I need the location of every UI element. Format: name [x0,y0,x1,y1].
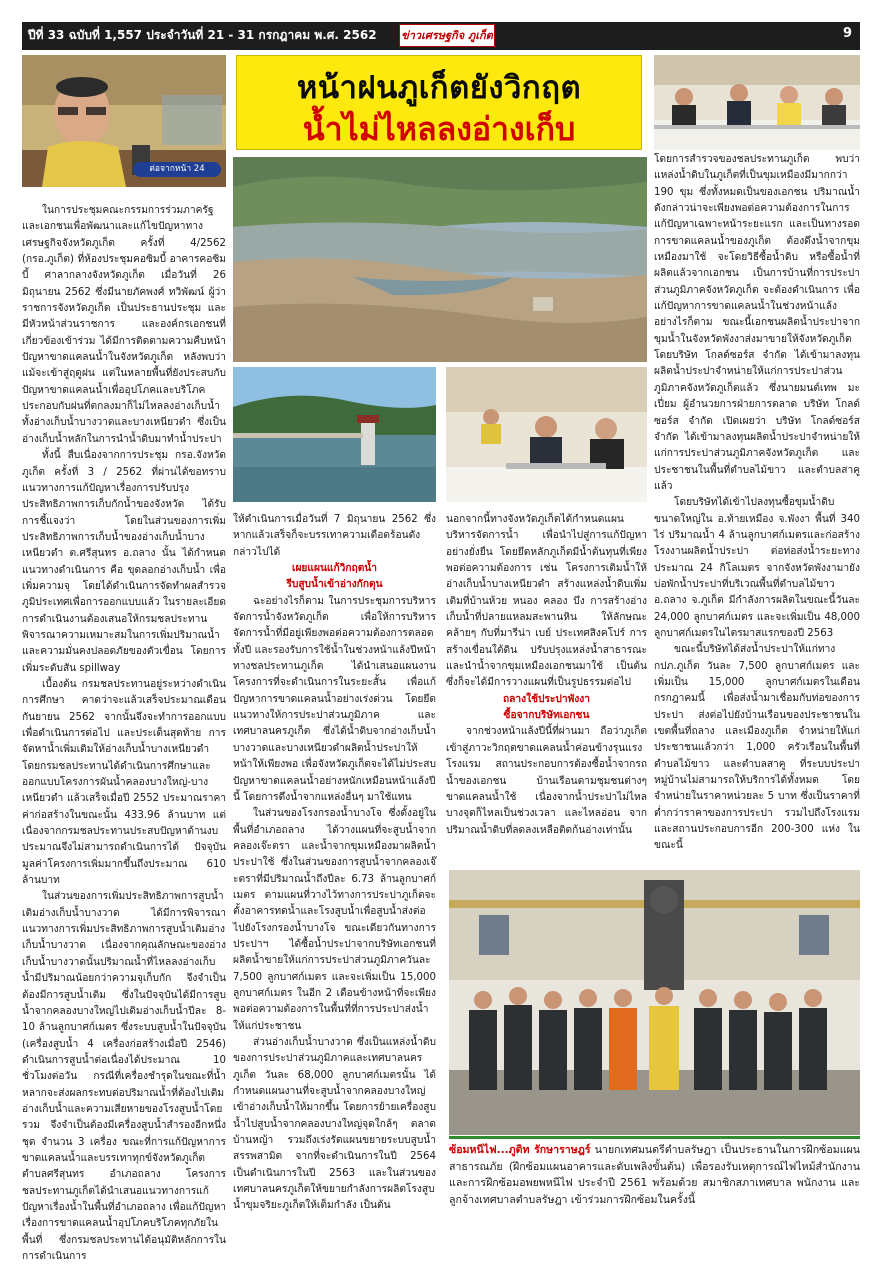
caption-body: นายกเทศมนตรีตำบลรัษฎา เป็นประธานในการฝึกซ้อมแผนสาธารณภัย (ฝึกซ้อมแผนอาคารและดับเพลิงขั้นต้น) เพื่อรองรับเหตุการณ์ไฟไหม้สำนักงานและการฝึกซ้อมอพยพหนีไฟ ประจำปี 2561 พร้อมด้วย สมาชิกสภาเทศบาล พนักงาน และลูกจ้างเทศบาลตำบลรัษฎา เข้าร่วมการฝึกซ้อมในครั้งนี้ [449,1144,860,1206]
article-paragraph: ในส่วนของโรงกรองน้ำบางโจ ซึ่งตั้งอยู่ในพื้นที่อำเภอถลาง ได้วางแผนที่จะสูบน้ำจากคลองเจ๊ะตรา และน้ำจากขุมเหมืองมาผลิตน้ำประปาใช้ ซึ่งในส่วนของการสูบน้ำจากคลองเจ๊ะตราที่มีปริมาณน้ำถึงปีละ 6.73 ล้านลูกบาศก์เมตร ตามแผนที่วางไว้ทางการประปาภูเก็ตจะตั้งอาคารทดน้ำและโรงสูบน้ำเพื่อสูบน้ำส่งต่อไปยังโรงกรองน้ำบางโจ ขณะเดียวกันทางการประปาฯ ได้ซื้อน้ำประปาจากบริษัทเอกชนที่ผลิตน้ำขายให้แก่การประปาส่วนภูมิภาควันละ 7,500 ลูกบาศก์เมตร และจะเพิ่มเป็น 15,000 ลูกบาศก์เมตร ในอีก 2 เดือนข้างหน้าที่จะเพียงพอต่อความต้องการในพื้นที่ที่การประปาส่งน้ำให้แก่ประชาชน [233,808,436,1032]
meeting-officials-photo [446,367,647,502]
newspaper-logo: ข่าวเศรษฐกิจ ภูเก็ต [399,24,495,47]
article-paragraph: เบื้องต้น กรมชลประทานอยู่ระหว่างดำเนินการศึกษา คาดว่าจะแล้วเสร็จประมาณเดือนกันยายน 2562 จากนั้นจึงจะทำการออกแบบเพื่อดำเนินการต่อไป และประเด็นสุดท้าย การจัดหาน้ำเพิ่มเติมให้อ่างเก็บน้ำบางเหนียวดำ โดยกรมชลประทานได้ดำเนินการศึกษาและออกแบบโครงการผันน้ำคลองบางใหญ่-บางเหนียวดำ แล้วเสร็จเมื่อปี 2552 ประมาณราคาค่าก่อสร้างในขณะนั้น 433.96 ล้านบาท แต่เนื่องจากกรมชลประทานประสบปัญหาด้านงบประมาณจึงไม่สามารถดำเนินการได้ ปัจจุบันมูลค่าโครงการเพิ่มมากขึ้นถึงประมาณ 610 ล้านบาท [22,678,226,887]
headline-box [236,55,642,150]
article-column-3 [446,512,647,862]
article-column-4 [654,152,860,864]
headline-line-2: น้ำไม่ไหลลงอ่างเก็บ [302,110,576,148]
reservoir-intake-tower-photo [233,367,436,502]
issue-header-bar [22,22,860,50]
article-paragraph: นอกจากนี้ทางจังหวัดภูเก็ตได้กำหนดแผนบริหารจัดการน้ำ เพื่อนำไปสู่การแก้ปัญหาอย่างยั่งยืน โดยยึดหลักภูเก็ตมีน้ำต้นทุนที่เพียงพอต่อความต้องการ เช่น โครงการเติมน้ำให้อ่างเก็บน้ำบางเหนียวดำ สร้างแหล่งน้ำดิบเพิ่มเติมที่บ้านห้วย หนอง คลอง บึง การสร้างอ่างเก็บน้ำที่ปลายแหลมสะพานหิน ให้ลักษณะคล้ายๆ กับที่มารีน่า เบย์ ประเทศสิงคโปร์ การสร้างเขื่อนใต้ดิน ปรับปรุงแหล่งน้ำสาธารณะ และนำน้ำจากขุมเหมืองเอกชนมาใช้ เป็นต้น ซึ่งก็จะได้มีการวางแผนที่เป็นรูปธรรมต่อไป [446,514,647,689]
fire-drill-group-photo [449,870,860,1135]
issue-line: ปีที่ 33 ฉบับที่ 1,557 ประจำวันที่ 21 - 31 กรกฎาคม พ.ศ. 2562 [28,28,377,42]
article-paragraph: โดยการสำรวจของชลประทานภูเก็ต พบว่า แหล่งน้ำดิบในภูเก็ตที่เป็นขุมเหมืองมีมากกว่า 190 ขุม ซึ่งทั้งหมดเป็นของเอกชน ปริมาณน้ำดังกล่าวน่าจะเพียงพอต่อความต้องการในการแก้ปัญหาเฉพาะหน้าระยะแรก และเป็นทางรอดการขาดแคลนน้ำของภูเก็ต ต้องดึงน้ำจากขุมเหมืองมาใช้ จะโดยวิธีซื้อน้ำดิบ หรือซื้อน้ำที่ผลิตแล้วจากเอกชน เป็นการบ้านที่การประปาส่วนภูมิภาคจังหวัดภูเก็ต จะต้องดำเนินการ เพื่อแก้ปัญหาการขาดแคลนน้ำในช่วงหน้าแล้ง [654,154,860,313]
article-paragraph: ขณะนี้บริษัทได้ส่งน้ำประปาให้แก่ทาง กปภ.ภูเก็ต วันละ 7,500 ลูกบาศก์เมตร และเพิ่มเป็น 15,000 ลูกบาศก์เมตรในเดือน กรกฎาคมนี้ เพื่อส่งน้ำมาเชื่อมกับท่อของการประปา ส่งต่อไปยังบ้านเรือนของประชาชนในเขตพื้นที่ถลาง และเมืองภูเก็ต จำหน่ายให้แก่ประชาชนแล้วกว่า 1,000 ครัวเรือนในพื้นที่ตำบลไม้ขาว และตำบลสาคู ที่ระบบประปาหมู่บ้านไม่สามารถให้บริการได้ทั้งหมด โดยจำหน่ายในราคาหน่วยละ 5 บาท ซึ่งเป็นราคาที่ต่ำกว่าราคาของการประปา รวมไปถึงโรงแรมและสถานประกอบการอีก 200-300 แห่ง ในขณะนี้ [654,644,860,852]
subheading: เผยแผนแก้วิกฤตน้ำ [291,563,377,575]
article-paragraph: ในส่วนของการเพิ่มประสิทธิภาพการสูบน้ำเติมอ่างเก็บน้ำบางวาด ได้มีการพิจารณาแนวทางการเพิ่มประสิทธิภาพการสูบน้ำเติมอ่างเก็บน้ำบางวาด เนื่องจากคุณลักษณะของอ่างเก็บน้ำบางวาดนั้นปริมาณน้ำที่ไหลลงอ่างเก็บน้ำมีปริมาณน้อยกว่าความจุเก็บกัก จึงจำเป็นต้องมีการสูบน้ำเติม ซึ่งในปัจจุบันได้มีการสูบน้ำจากคลองบางใหญ่ไปเติมอ่างเก็บน้ำปีละ 8-10 ล้านลูกบาศก์เมตร ซึ่งระบบสูบน้ำในปัจจุบัน (เครื่องสูบน้ำ 4 เครื่องก่อสร้างเมื่อปี 2546) ดำเนินการสูบน้ำต่อเนื่องได้ประมาณ 10 ชั่วโมงต่อวัน กรณีที่เครื่องชำรุดในขณะที่น้ำหลากจะส่งผลกระทบต่อปริมาณน้ำที่ต้องไปเติมอ่างเก็บน้ำและความเสียหายของโรงสูบน้ำโดยรวม จึงจำเป็นต้องมีเครื่องสูบน้ำสำรองอีกหนึ่งชุด จำนวน 3 เครื่อง ขณะที่การแก้ปัญหาการขาดแคลนน้ำและบรรเทาทุกข์จังหวัดภูเก็ต ตำบลศรีสุนทร อำเภอถลาง โครงการชลประทานภูเก็ตได้นำเสนอแนวทางการแก้ปัญหาเรื่องน้ำในพื้นที่อำเภอถลาง เพื่อแก้ปัญหาเรื่องการขาดแคลนน้ำอุปโภคบริโภคทุกภัยในพื้นที่ ซึ่งกรมชลประทานได้อนุมัติหลักการในการดำเนินการ [22,891,226,1262]
article-paragraph: ทั้งนี้ สืบเนื่องจากการประชุม กรอ.จังหวัดภูเก็ต ครั้งที่ 3 / 2562 ที่ผ่านได้ขอทราบแนวทางการแก้ปัญหาเรื่องการปรับปรุงประสิทธิภาพการเก็บกักน้ำของจังหวัด ได้รับการชี้แจงว่า โดยในส่วนของการเพิ่มประสิทธิภาพการเก็บน้ำของอ่างเก็บน้ำบางเหนียวดำ ต.ศรีสุนทร อ.ถลาง นั้น ได้กำหนดแนวทางดำเนินการ คือ ขุดลอกอ่างเก็บน้ำ เพื่อเพิ่มความจุ โดยได้ดำเนินการจัดทำผลสำรวจภูมิประเทศเพื่อการออกแบบแล้ว ในรายละเอียดการดำเนินงานต้องเสนอให้กรมชลประทานพิจารณาความเหมาะสมในการเพิ่มปริมาณน้ำ และความมั่นคงปลอดภัยของตัวเขื่อน โดยการเพิ่มระดับสัน spillway [22,450,226,674]
caption-divider [449,1136,860,1139]
article-paragraph: ในการประชุมคณะกรรมการร่วมภาครัฐและเอกชนเพื่อพัฒนาและแก้ไขปัญหาทางเศรษฐกิจจังหวัดภูเก็ต ครั้งที่ 4/2562 (กรอ.ภูเก็ต) ที่ห้องประชุมคอซิมบี้ อาคารคอซิมบี้ ศาลากลางจังหวัดภูเก็ต เมื่อวันที่ 26 มิถุนายน 2562 ซึ่งมีนายภัคพงศ์ ทวิพัฒน์ ผู้ว่าราชการจังหวัดภูเก็ต เป็นประธานประชุม และมีหัวหน้าส่วนราชการ และองค์กรเอกชนที่เกี่ยวข้องเข้าร่วม ได้มีการติดตามความคืบหน้าปัญหาขาดแคลนน้ำในจังหวัดภูเก็ต หลังพบว่า แม้จะเข้าสู่ฤดูฝน แต่ในหลายพื้นที่ยังประสบกับปัญหาขาดแคลนน้ำเพื่ออุปโภคและบริโภค ประกอบกับฝนที่ตกลงมาก็ไม่ไหลลงอ่างเก็บน้ำ ทั้งอ่างเก็บน้ำบางวาดและบางเหนียวดำ ซึ่งเป็นอ่างเก็บน้ำหลักในการนำน้ำดิบมาทำน้ำประปา [22,205,226,445]
meeting-attendees-photo [654,55,860,150]
dry-reservoir-photo [233,157,647,362]
article-paragraph: โดยบริษัทได้เข้าไปลงทุนซื้อขุมน้ำดิบขนาดใหญ่ใน อ.ท้ายเหมือง จ.พังงา พื้นที่ 340 ไร่ ปริมาณน้ำ 4 ล้านลูกบาศก์เมตรและก่อสร้างโรงงานผลิตน้ำประปา ต่อท่อส่งน้ำระยะทางประมาณ 24 กิโลเมตร จากจังหวัดพังงามายังบ่อพักน้ำประปาที่บริเวณพื้นที่ตำบลไม้ขาว อ.ถลาง จ.ภูเก็ต มีกำลังการผลิตในขณะนี้วันละ 24,000 ลูกบาศก์เมตร และจะเพิ่มเป็น 48,000 ลูกบาศก์เมตรในไตรมาสแรกของปี 2563 [654,497,860,639]
article-paragraph: ฉะอย่างไรก็ตาม ในการประชุมการบริหารจัดการน้ำจังหวัดภูเก็ต เพื่อให้การบริหารจัดการน้ำที่มีอยู่เพียงพอต่อความต้องการตลอดทั้งปี และรองรับการใช้น้ำในช่วงหน้าแล้งปีหน้า ทางชลประทานภูเก็ต ได้นำเสนอแผนงานโครงการที่จะดำเนินการในระยะสั้น เพื่อแก้ปัญหาการขาดแคลนน้ำอย่างเร่งด่วน โดยยึดแนวทางให้การประปาส่วนภูมิภาค และเทศบาลนครภูเก็ต ซึ่งได้น้ำดิบจากอ่างเก็บน้ำบางวาดและบางเหนียวดำผลิตน้ำประปาให้หน้าให้เพียงพอ เพื่อจังหวัดภูเก็ตจะได้ไม่ประสบปัญหาขาดแคลนน้ำอย่างหนักเหมือนหน้าแล้งปีนี้ โดยการดึงน้ำจากแหล่งอื่นๆ มาใช้แทน [233,595,436,803]
continued-from-tag: ต่อจากหน้า 24 [133,162,221,177]
article-paragraph: อย่างไรก็ตาม ขณะนี้เอกชนผลิตน้ำประปาจากขุมน้ำในจังหวัดพังงาส่งมาขายให้จังหวัดภูเก็ต โดยบริษัท โกลด์ซอร์ส จำกัด ได้เข้ามาลงทุนผลิตน้ำประปาจำหน่ายให้แก่การประปาส่วนภูมิภาคจังหวัดภูเก็ตแล้ว ซึ่งนายมนต์เทพ มะเปี่ยม ผู้อำนวยการฝ่ายการตลาด บริษัท โกลด์ซอร์ส จำกัด เปิดเผยว่า บริษัท โกลด์ซอร์ส จำกัด ได้เข้ามาลงทุนผลิตน้ำประปาจำหน่ายให้แก่การประปาส่วนภูมิภาคจังหวัดภูเก็ต และประชาชนในพื้นที่ตำบลไม้ขาว และตำบลสาคูแล้ว [654,317,860,492]
article-paragraph: ให้ดำเนินการเมื่อวันที่ 7 มิถุนายน 2562 ซึ่งหากแล้วเสร็จก็จะบรรเทาความเดือดร้อนดังกล่าวไปได้ [233,514,436,558]
article-column-2 [233,512,436,1248]
subheading: ซื้อจากบริษัทเอกชน [503,710,590,722]
article-paragraph: จากช่วงหน้าแล้งปีนี้ที่ผ่านมา ถือว่าภูเก็ตเข้าสู่ภาวะวิกฤตขาดแคลนน้ำค่อนข้างรุนแรง โรงแรม สถานประกอบการต้องซื้อน้ำจากรถน้ำของเอกชน บ้านเรือนตามชุมชนต่างๆ ขาดแคลนน้ำใช้ เนื่องจากน้ำประปาไม่ไหล บางจุดก็ไหลเป็นช่วงเวลา และไหลอ่อน จากปริมาณน้ำดิบที่ลดลงเหลือติดก้นอ่างเท่านั้น [446,726,647,836]
article-paragraph: ส่วนอ่างเก็บน้ำบางวาด ซึ่งเป็นแหล่งน้ำดิบของการประปาส่วนภูมิภาคและเทศบาลนครภูเก็ต วันละ 68,000 ลูกบาศก์เมตรนั้น ได้กำหนดแผนงานที่จะสูบน้ำจากคลองบางใหญ่เข้าอ่างเก็บน้ำให้มากขึ้น โดยการย้ายเครื่องสูบน้ำไปสูบน้ำจากคลองบางใหญ่จุดใกล้ๆ ตลาดบ้านหญ้า รวมถึงเร่งรัดแผนขยายระบบสูบน้ำสรรพสามิต จากที่จะดำเนินการในปี 2564 เป็นดำเนินการในปี 2563 และในส่วนของเทศบาลนครภูเก็ตให้ขยายกำลังการผลิตโรงสูบน้ำขุมจริยะภูเก็ตให้เต็มกำลัง เป็นต้น [233,1037,436,1212]
subheading: ถลางใช้ประปาพังงา [503,693,590,705]
caption-title: ซ้อมหนีไฟ...ภูติท รักษาราษฎร์ [449,1144,591,1156]
page-number: 9 [842,26,852,41]
article-column-1 [22,203,226,1262]
headline-line-1: หน้าฝนภูเก็ตยังวิกฤต [296,70,582,106]
photo-caption [449,1142,860,1237]
subheading: รีบสูบน้ำเข้าอ่างกักตุน [286,579,383,591]
